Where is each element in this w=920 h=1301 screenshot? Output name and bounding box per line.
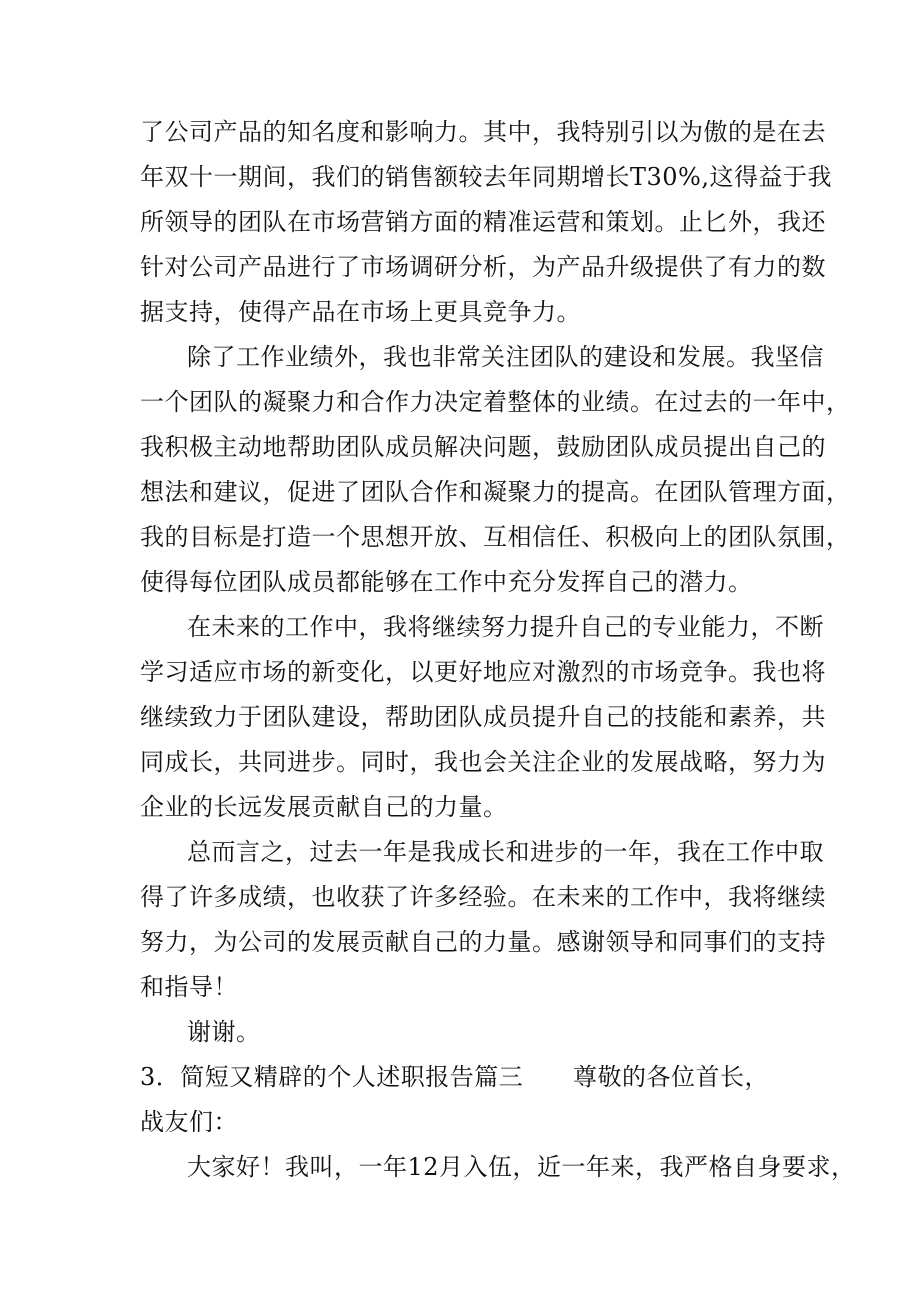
text-line: 学习适应市场的新变化，以更好地应对激烈的市场竞争。我也将 (140, 658, 826, 686)
text-line: 所领导的团队在市场营销方面的精准运营和策划。止匕外，我还 (140, 208, 826, 236)
salutation: 尊敬的各位首长， (573, 1063, 769, 1091)
text-line: 在未来的工作中，我将继续努力提升自己的专业能力，不断 (187, 613, 824, 641)
text-line: 一个团队的凝聚力和合作力决定着整体的业绩。在过去的一年中， (140, 388, 851, 416)
text-line: 了公司产品的知名度和影响力。其中，我特别引以为傲的是在去 (140, 118, 826, 146)
text-line: 得了许多成绩，也收获了许多经验。在未来的工作中，我将继续 (140, 883, 826, 911)
text-line: 使得每位团队成员都能够在工作中充分发挥自己的潜力。 (140, 568, 753, 596)
text-line: 企业的长远发展贡献自己的力量。 (140, 793, 508, 821)
text-line: 努力，为公司的发展贡献自己的力量。感谢领导和同事们的支持 (140, 928, 826, 956)
text-line: 同成长，共同进步。同时，我也会关注企业的发展战略，努力为 (140, 748, 826, 776)
salutation-continued: 战友们： (140, 1108, 238, 1136)
text-line: 除了工作业绩外，我也非常关注团队的建设和发展。我坚信 (187, 343, 824, 371)
text-line: 我积极主动地帮助团队成员解决问题，鼓励团队成员提出自己的 (140, 433, 826, 461)
text-line: 总而言之，过去一年是我成长和进步的一年，我在工作中取 (187, 838, 824, 866)
text-line: 想法和建议，促进了团队合作和凝聚力的提高。在团队管理方面， (140, 478, 851, 506)
section-heading: 3．简短又精辟的个人述职报告篇三 (140, 1063, 524, 1091)
text-line: 据支持，使得产品在市场上更具竞争力。 (140, 298, 581, 326)
text-line: 大家好！我叫，一年12月入伍，近一年来，我严格自身要求， (187, 1153, 856, 1181)
text-line: 针对公司产品进行了市场调研分析，为产品升级提供了有力的数 (140, 253, 826, 281)
text-line: 年双十一期间，我们的销售额较去年同期增长T30%,这得益于我 (140, 163, 832, 191)
text-line: 我的目标是打造一个思想开放、互相信任、积极向上的团队氛围， (140, 523, 851, 551)
text-line: 和指导！ (140, 973, 238, 1001)
closing-thanks: 谢谢。 (187, 1018, 261, 1046)
text-line: 继续致力于团队建设，帮助团队成员提升自己的技能和素养，共 (140, 703, 826, 731)
